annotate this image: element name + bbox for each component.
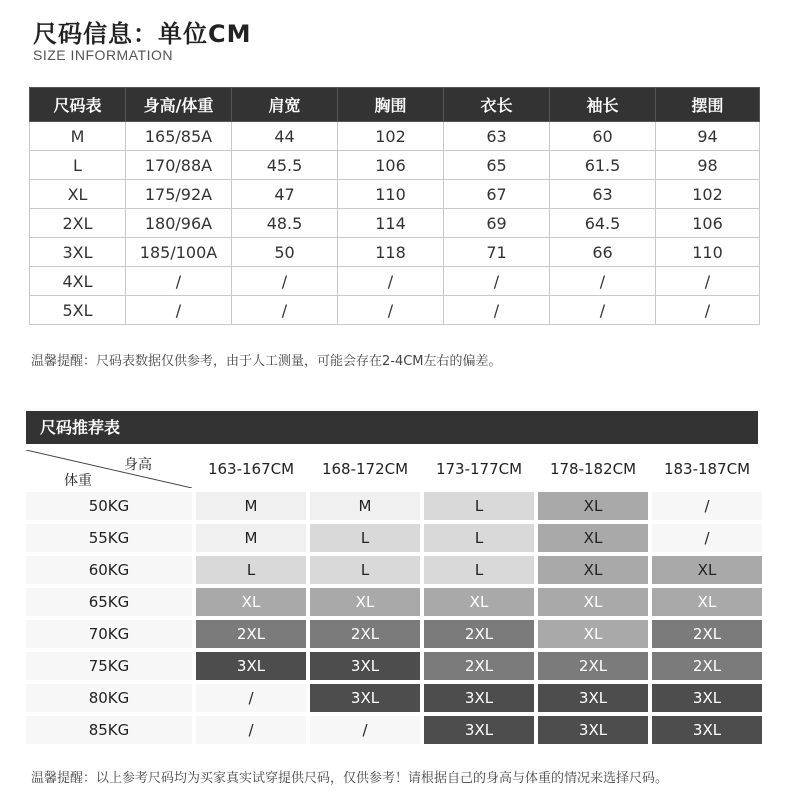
- size-value-cell: /: [338, 267, 444, 296]
- table-row: [30, 180, 760, 209]
- recommended-size-cell: XL: [196, 588, 306, 616]
- size-table-header: 袖长: [550, 88, 656, 122]
- size-value-cell: 165/85A: [126, 122, 232, 151]
- size-table-header: 摆围: [656, 88, 760, 122]
- table-row: [30, 267, 760, 296]
- recommended-size-cell: XL: [310, 588, 420, 616]
- table-row: [30, 296, 760, 325]
- recommend-table-title: 尺码推荐表: [26, 411, 758, 444]
- size-value-cell: 61.5: [550, 151, 656, 180]
- recommended-size-cell: 2XL: [310, 620, 420, 648]
- size-value-cell: 67: [444, 180, 550, 209]
- table-row: [26, 716, 762, 744]
- size-label-cell: L: [30, 151, 126, 180]
- table-row: [26, 556, 762, 584]
- recommended-size-cell: XL: [538, 620, 648, 648]
- recommended-size-cell: XL: [652, 556, 762, 584]
- recommended-size-cell: L: [424, 492, 534, 520]
- recommended-size-cell: L: [310, 556, 420, 584]
- size-label-cell: 5XL: [30, 296, 126, 325]
- recommended-size-cell: 3XL: [652, 684, 762, 712]
- size-value-cell: 66: [550, 238, 656, 267]
- recommended-size-cell: M: [310, 492, 420, 520]
- size-value-cell: 106: [656, 209, 760, 238]
- table-row: [26, 492, 762, 520]
- size-value-cell: 114: [338, 209, 444, 238]
- size-value-cell: 98: [656, 151, 760, 180]
- weight-label-cell: 80KG: [26, 684, 192, 712]
- size-value-cell: 69: [444, 209, 550, 238]
- size-information-table: [29, 87, 760, 325]
- recommended-size-cell: L: [310, 524, 420, 552]
- size-value-cell: /: [232, 296, 338, 325]
- recommended-size-cell: 2XL: [196, 620, 306, 648]
- height-range-header: 173-177CM: [424, 450, 534, 488]
- recommended-size-cell: XL: [538, 492, 648, 520]
- size-table-header: 肩宽: [232, 88, 338, 122]
- weight-label-cell: 85KG: [26, 716, 192, 744]
- size-value-cell: 110: [656, 238, 760, 267]
- height-range-header: 168-172CM: [310, 450, 420, 488]
- size-value-cell: 180/96A: [126, 209, 232, 238]
- weight-label-cell: 70KG: [26, 620, 192, 648]
- size-value-cell: /: [232, 267, 338, 296]
- recommended-size-cell: 2XL: [652, 652, 762, 680]
- size-value-cell: /: [126, 267, 232, 296]
- size-value-cell: 47: [232, 180, 338, 209]
- measurement-note: 温馨提醒：尺码表数据仅供参考，由于人工测量，可能会存在2-4CM左右的偏差。: [31, 354, 502, 369]
- recommended-size-cell: L: [424, 524, 534, 552]
- corner-weight-label: 体重: [64, 473, 92, 489]
- recommended-size-cell: M: [196, 492, 306, 520]
- size-table-header: 尺码表: [30, 88, 126, 122]
- corner-cell: [26, 450, 192, 488]
- height-range-header: 178-182CM: [538, 450, 648, 488]
- size-value-cell: 102: [656, 180, 760, 209]
- table-row: [30, 151, 760, 180]
- size-value-cell: 63: [550, 180, 656, 209]
- size-value-cell: /: [550, 267, 656, 296]
- recommended-size-cell: 2XL: [538, 652, 648, 680]
- recommended-size-cell: L: [196, 556, 306, 584]
- size-value-cell: /: [656, 267, 760, 296]
- size-label-cell: 4XL: [30, 267, 126, 296]
- size-table-header-row: [30, 88, 760, 122]
- diagonal-divider: [26, 450, 192, 488]
- recommended-size-cell: XL: [538, 524, 648, 552]
- recommended-size-cell: /: [652, 492, 762, 520]
- size-value-cell: 106: [338, 151, 444, 180]
- recommended-size-cell: XL: [538, 588, 648, 616]
- recommended-size-cell: 2XL: [424, 652, 534, 680]
- recommended-size-cell: 3XL: [196, 652, 306, 680]
- recommended-size-cell: 3XL: [652, 716, 762, 744]
- recommended-size-cell: XL: [652, 588, 762, 616]
- page-title: 尺码信息：单位CM: [33, 20, 252, 48]
- table-row: [30, 209, 760, 238]
- recommended-size-cell: /: [196, 684, 306, 712]
- size-value-cell: 185/100A: [126, 238, 232, 267]
- table-row: [26, 684, 762, 712]
- size-value-cell: 44: [232, 122, 338, 151]
- size-label-cell: XL: [30, 180, 126, 209]
- recommended-size-cell: 3XL: [310, 684, 420, 712]
- size-value-cell: 60: [550, 122, 656, 151]
- recommended-size-cell: /: [310, 716, 420, 744]
- recommendation-note: 温馨提醒：以上参考尺码均为买家真实试穿提供尺码，仅供参考！请根据自己的身高与体重的情况来选择尺码。: [31, 771, 669, 786]
- recommended-size-cell: /: [196, 716, 306, 744]
- size-value-cell: 50: [232, 238, 338, 267]
- recommended-size-cell: M: [196, 524, 306, 552]
- recommended-size-cell: 2XL: [652, 620, 762, 648]
- weight-label-cell: 50KG: [26, 492, 192, 520]
- size-value-cell: 48.5: [232, 209, 338, 238]
- recommended-size-cell: 3XL: [538, 716, 648, 744]
- size-value-cell: 94: [656, 122, 760, 151]
- table-row: [26, 524, 762, 552]
- size-value-cell: 64.5: [550, 209, 656, 238]
- page-subtitle: SIZE INFORMATION: [33, 47, 173, 63]
- recommended-size-cell: L: [424, 556, 534, 584]
- table-row: [26, 588, 762, 616]
- table-row: [26, 620, 762, 648]
- size-value-cell: /: [444, 267, 550, 296]
- size-value-cell: /: [444, 296, 550, 325]
- size-table-header: 胸围: [338, 88, 444, 122]
- size-value-cell: 45.5: [232, 151, 338, 180]
- size-value-cell: 118: [338, 238, 444, 267]
- recommended-size-cell: 3XL: [538, 684, 648, 712]
- recommended-size-cell: 3XL: [424, 684, 534, 712]
- height-range-header: 183-187CM: [652, 450, 762, 488]
- table-row: [30, 238, 760, 267]
- table-row: [30, 122, 760, 151]
- weight-label-cell: 65KG: [26, 588, 192, 616]
- size-value-cell: /: [338, 296, 444, 325]
- recommended-size-cell: 3XL: [424, 716, 534, 744]
- size-recommendation-table: [22, 446, 766, 748]
- size-label-cell: 2XL: [30, 209, 126, 238]
- size-value-cell: /: [656, 296, 760, 325]
- table-row: [26, 652, 762, 680]
- recommend-header-row: [26, 450, 762, 488]
- size-value-cell: 65: [444, 151, 550, 180]
- height-range-header: 163-167CM: [196, 450, 306, 488]
- size-table-header: 身高/体重: [126, 88, 232, 122]
- recommended-size-cell: 3XL: [310, 652, 420, 680]
- recommended-size-cell: /: [652, 524, 762, 552]
- recommended-size-cell: XL: [538, 556, 648, 584]
- size-value-cell: 102: [338, 122, 444, 151]
- size-label-cell: 3XL: [30, 238, 126, 267]
- recommended-size-cell: 2XL: [424, 620, 534, 648]
- size-value-cell: 110: [338, 180, 444, 209]
- size-table-header: 衣长: [444, 88, 550, 122]
- size-value-cell: /: [550, 296, 656, 325]
- size-value-cell: 63: [444, 122, 550, 151]
- recommended-size-cell: XL: [424, 588, 534, 616]
- size-label-cell: M: [30, 122, 126, 151]
- size-value-cell: /: [126, 296, 232, 325]
- size-value-cell: 170/88A: [126, 151, 232, 180]
- weight-label-cell: 75KG: [26, 652, 192, 680]
- weight-label-cell: 55KG: [26, 524, 192, 552]
- corner-height-label: 身高: [124, 457, 152, 473]
- size-value-cell: 175/92A: [126, 180, 232, 209]
- size-value-cell: 71: [444, 238, 550, 267]
- weight-label-cell: 60KG: [26, 556, 192, 584]
